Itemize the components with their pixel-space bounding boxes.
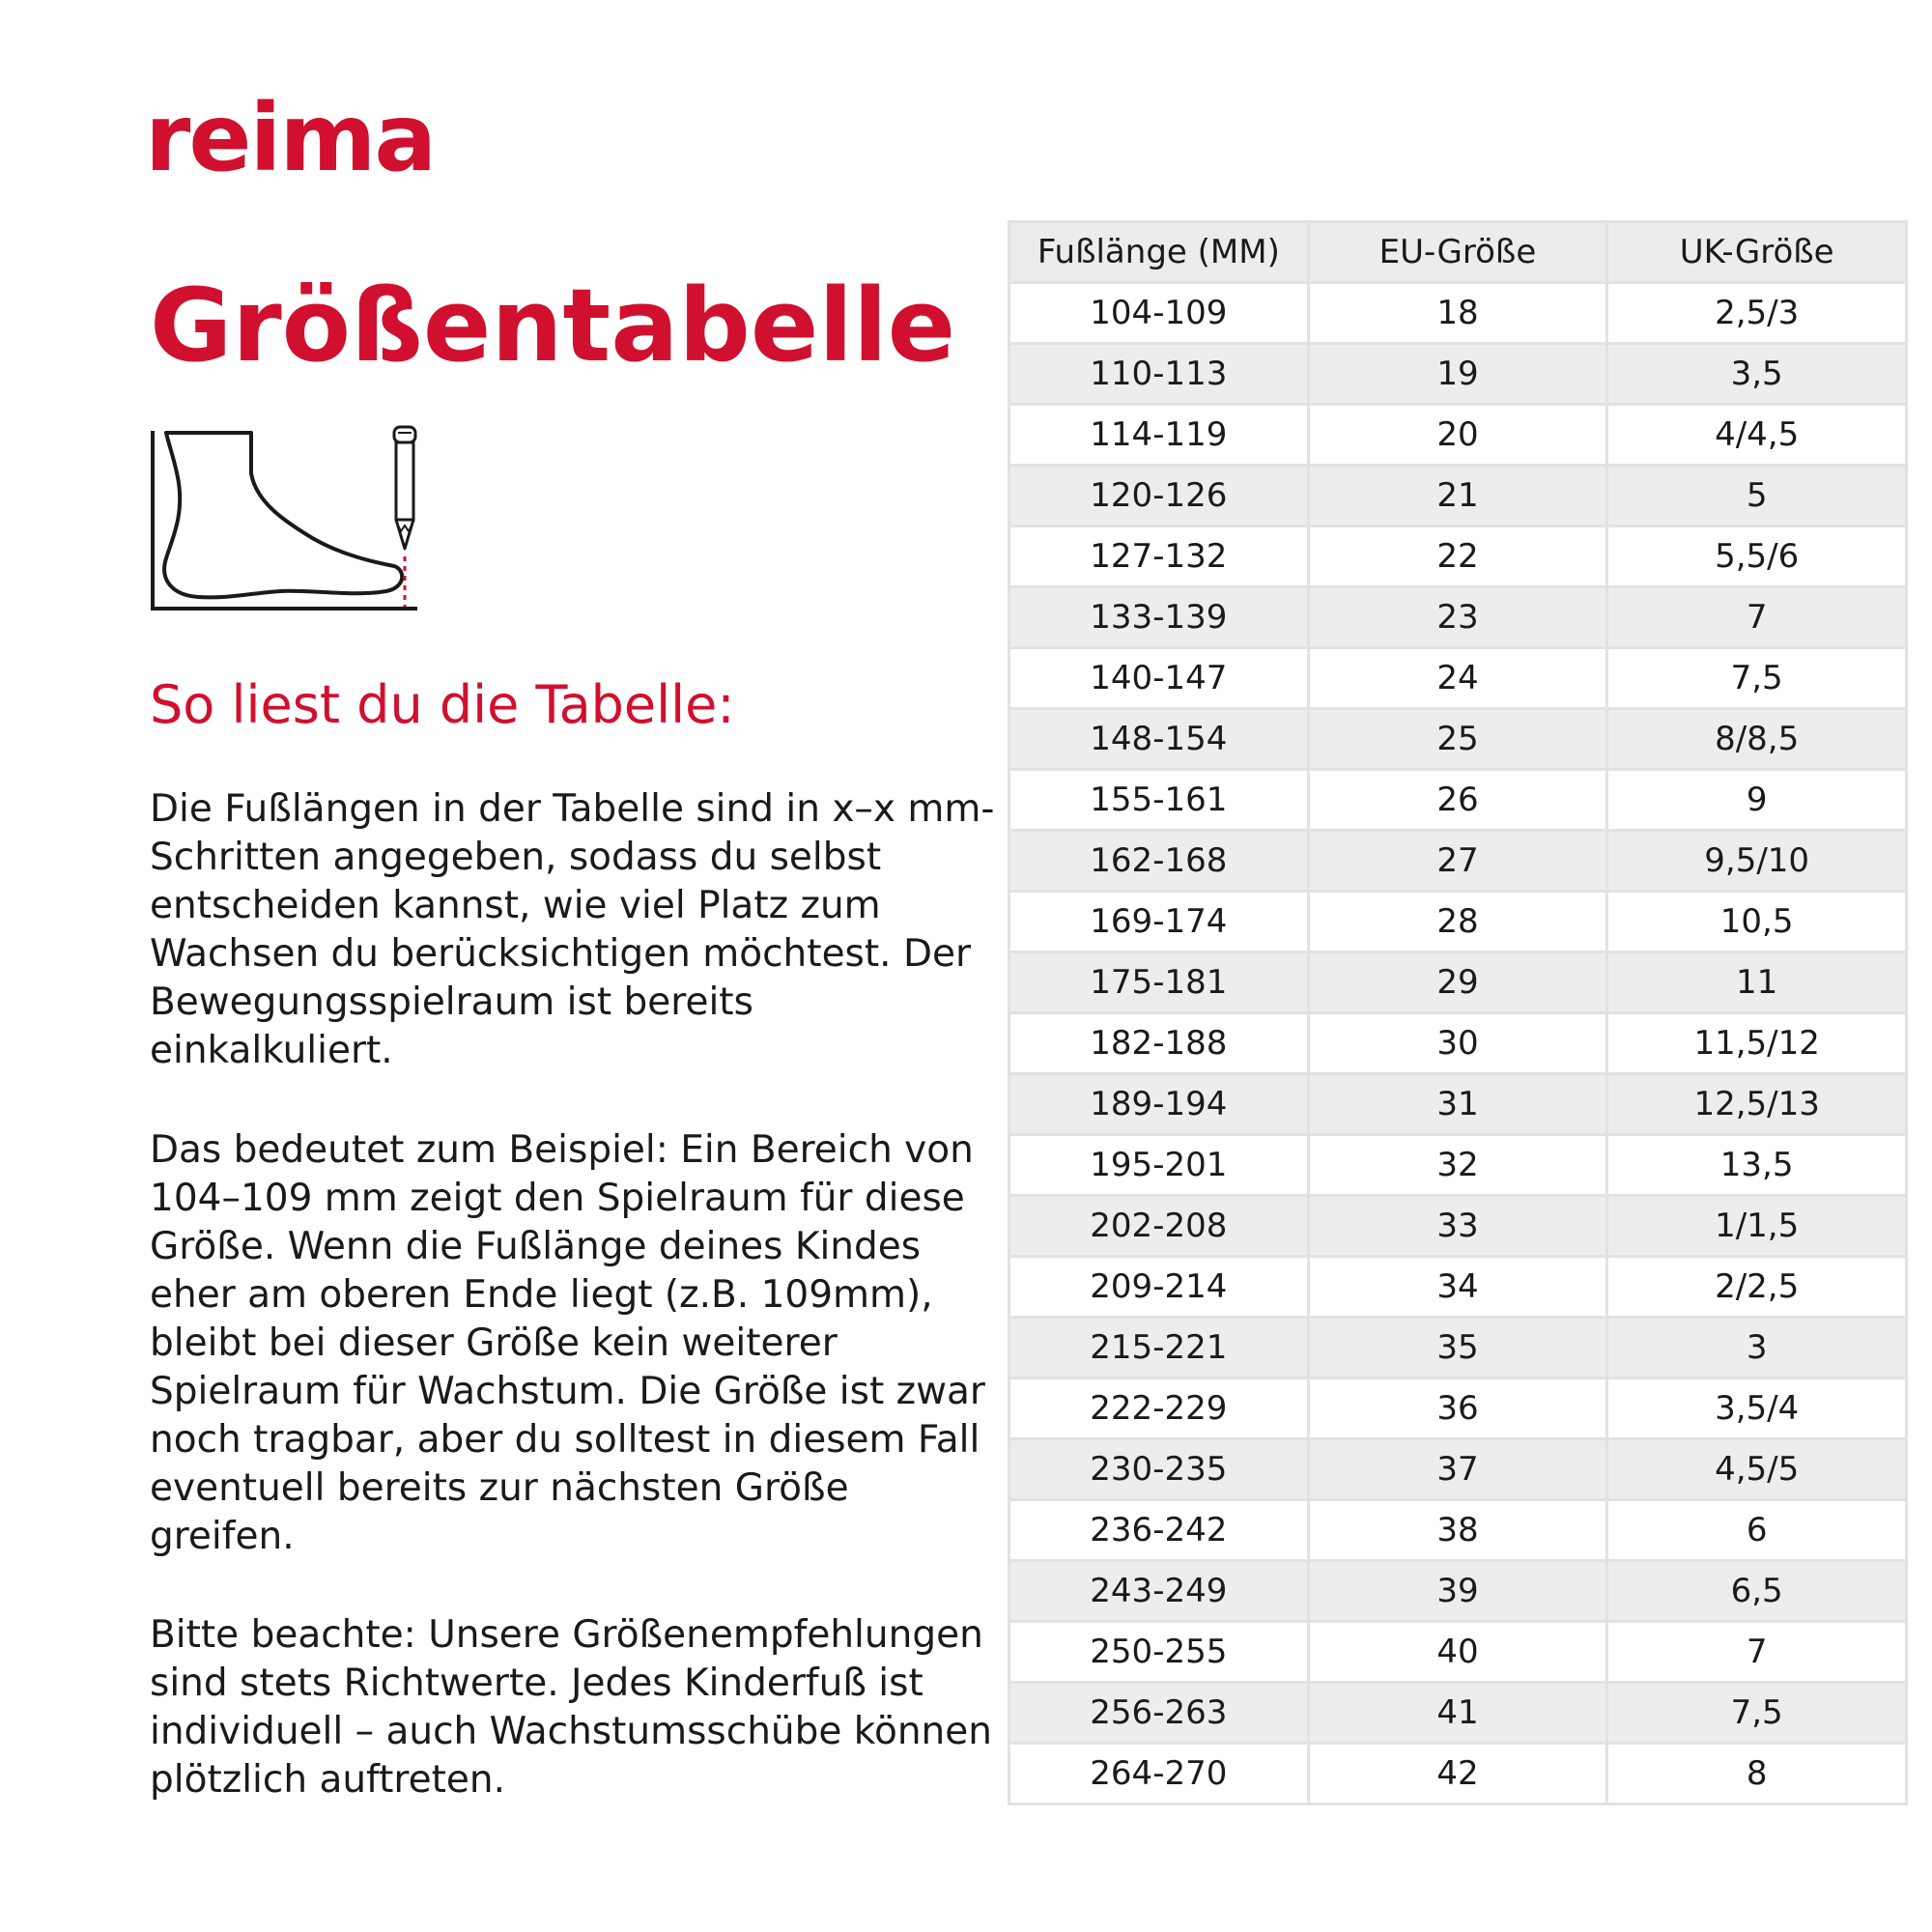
cell-eu-size: 29 — [1308, 952, 1607, 1013]
cell-eu-size: 19 — [1308, 344, 1607, 405]
table-row — [1009, 1257, 1907, 1318]
cell-eu-size: 37 — [1308, 1439, 1607, 1500]
cell-foot-length: 175-181 — [1009, 952, 1309, 1013]
cell-uk-size: 8 — [1607, 1744, 1907, 1804]
cell-uk-size: 5,5/6 — [1607, 526, 1907, 587]
cell-uk-size: 2,5/3 — [1607, 283, 1907, 344]
foot-measure-icon — [145, 425, 435, 618]
cell-eu-size: 40 — [1308, 1622, 1607, 1683]
cell-foot-length: 133-139 — [1009, 587, 1309, 648]
table-row — [1009, 526, 1907, 587]
table-row — [1009, 1439, 1907, 1500]
cell-uk-size: 4,5/5 — [1607, 1439, 1907, 1500]
table-row — [1009, 1500, 1907, 1561]
table-row — [1009, 892, 1907, 952]
cell-uk-size: 6,5 — [1607, 1561, 1907, 1622]
pencil-icon — [394, 427, 415, 549]
cell-foot-length: 250-255 — [1009, 1622, 1309, 1683]
table-row — [1009, 1378, 1907, 1439]
cell-eu-size: 20 — [1308, 405, 1607, 466]
cell-eu-size: 25 — [1308, 709, 1607, 770]
cell-eu-size: 18 — [1308, 283, 1607, 344]
cell-eu-size: 36 — [1308, 1378, 1607, 1439]
cell-foot-length: 169-174 — [1009, 892, 1309, 952]
table-row — [1009, 1013, 1907, 1074]
table-row — [1009, 1074, 1907, 1135]
cell-uk-size: 7 — [1607, 587, 1907, 648]
table-row — [1009, 648, 1907, 709]
cell-eu-size: 31 — [1308, 1074, 1607, 1135]
cell-uk-size: 7,5 — [1607, 648, 1907, 709]
table-row — [1009, 466, 1907, 526]
cell-uk-size: 3 — [1607, 1318, 1907, 1378]
cell-uk-size: 10,5 — [1607, 892, 1907, 952]
cell-foot-length: 155-161 — [1009, 770, 1309, 831]
cell-foot-length: 209-214 — [1009, 1257, 1309, 1318]
cell-uk-size: 7 — [1607, 1622, 1907, 1683]
cell-foot-length: 148-154 — [1009, 709, 1309, 770]
cell-eu-size: 41 — [1308, 1683, 1607, 1744]
table-row — [1009, 831, 1907, 892]
cell-uk-size: 11,5/12 — [1607, 1013, 1907, 1074]
table-row — [1009, 344, 1907, 405]
table-row — [1009, 1683, 1907, 1744]
cell-foot-length: 162-168 — [1009, 831, 1309, 892]
cell-foot-length: 222-229 — [1009, 1378, 1309, 1439]
cell-uk-size: 9,5/10 — [1607, 831, 1907, 892]
page-title: Größentabelle — [150, 267, 956, 384]
cell-uk-size: 8/8,5 — [1607, 709, 1907, 770]
cell-eu-size: 30 — [1308, 1013, 1607, 1074]
cell-foot-length: 195-201 — [1009, 1135, 1309, 1196]
cell-foot-length: 215-221 — [1009, 1318, 1309, 1378]
cell-foot-length: 127-132 — [1009, 526, 1309, 587]
cell-uk-size: 12,5/13 — [1607, 1074, 1907, 1135]
table-row — [1009, 1744, 1907, 1804]
cell-eu-size: 39 — [1308, 1561, 1607, 1622]
table-row — [1009, 1561, 1907, 1622]
table-row — [1009, 587, 1907, 648]
cell-eu-size: 24 — [1308, 648, 1607, 709]
table-row — [1009, 1135, 1907, 1196]
table-row — [1009, 1318, 1907, 1378]
cell-foot-length: 140-147 — [1009, 648, 1309, 709]
cell-foot-length: 104-109 — [1009, 283, 1309, 344]
instruction-paragraph-3: Bitte beachte: Unsere Größenempfehlungen sind stets Richtwerte. Jedes Kinderfuß ist individuell – auch Wachstumsschübe können plötzlich auftreten. — [150, 1613, 992, 1802]
cell-foot-length: 114-119 — [1009, 405, 1309, 466]
cell-uk-size: 11 — [1607, 952, 1907, 1013]
section-subtitle: So liest du die Tabelle: — [150, 674, 735, 735]
cell-eu-size: 42 — [1308, 1744, 1607, 1804]
cell-uk-size: 3,5 — [1607, 344, 1907, 405]
cell-uk-size: 3,5/4 — [1607, 1378, 1907, 1439]
table-row — [1009, 283, 1907, 344]
cell-eu-size: 38 — [1308, 1500, 1607, 1561]
cell-foot-length: 189-194 — [1009, 1074, 1309, 1135]
cell-eu-size: 23 — [1308, 587, 1607, 648]
cell-uk-size: 2/2,5 — [1607, 1257, 1907, 1318]
cell-uk-size: 1/1,5 — [1607, 1196, 1907, 1257]
cell-eu-size: 32 — [1308, 1135, 1607, 1196]
cell-eu-size: 27 — [1308, 831, 1607, 892]
cell-uk-size: 6 — [1607, 1500, 1907, 1561]
cell-foot-length: 264-270 — [1009, 1744, 1309, 1804]
size-table — [1008, 220, 1908, 1805]
header-uk-size: UK-Größe — [1607, 222, 1907, 283]
size-table-body — [1009, 283, 1907, 1804]
table-row — [1009, 405, 1907, 466]
cell-foot-length: 182-188 — [1009, 1013, 1309, 1074]
cell-eu-size: 34 — [1308, 1257, 1607, 1318]
cell-uk-size: 7,5 — [1607, 1683, 1907, 1744]
cell-eu-size: 28 — [1308, 892, 1607, 952]
table-row — [1009, 709, 1907, 770]
cell-eu-size: 22 — [1308, 526, 1607, 587]
cell-eu-size: 21 — [1308, 466, 1607, 526]
table-row — [1009, 770, 1907, 831]
cell-eu-size: 26 — [1308, 770, 1607, 831]
cell-foot-length: 202-208 — [1009, 1196, 1309, 1257]
cell-foot-length: 120-126 — [1009, 466, 1309, 526]
cell-uk-size: 4/4,5 — [1607, 405, 1907, 466]
instruction-paragraph-1: Die Fußlängen in der Tabelle sind in x–x mm-Schritten angegeben, sodass du selbst entscheiden kannst, wie viel Platz zum Wachsen du berücksichtigen möchtest. Der Bewegungsspielraum ist bereits einkalkuliert. — [150, 787, 995, 1072]
cell-eu-size: 35 — [1308, 1318, 1607, 1378]
cell-eu-size: 33 — [1308, 1196, 1607, 1257]
cell-uk-size: 5 — [1607, 466, 1907, 526]
header-eu-size: EU-Größe — [1308, 222, 1607, 283]
cell-uk-size: 13,5 — [1607, 1135, 1907, 1196]
cell-foot-length: 243-249 — [1009, 1561, 1309, 1622]
brand-logo: reima — [145, 84, 436, 192]
cell-foot-length: 236-242 — [1009, 1500, 1309, 1561]
instruction-paragraph-2: Das bedeutet zum Beispiel: Ein Bereich von 104–109 mm zeigt den Spielraum für diese Größe. Wenn die Fußlänge deines Kindes eher am oberen Ende liegt (z.B. 109mm), bleibt bei dieser Größe kein weiterer Spielraum für Wachstum. Die Größe ist zwar noch tragbar, aber du solltest in diesem Fall eventuell bereits zur nächsten Größe greifen. — [150, 1128, 985, 1558]
cell-foot-length: 230-235 — [1009, 1439, 1309, 1500]
table-header-row — [1009, 222, 1907, 283]
cell-uk-size: 9 — [1607, 770, 1907, 831]
table-row — [1009, 1196, 1907, 1257]
cell-foot-length: 256-263 — [1009, 1683, 1309, 1744]
header-foot-length: Fußlänge (MM) — [1009, 222, 1309, 283]
table-row — [1009, 1622, 1907, 1683]
table-row — [1009, 952, 1907, 1013]
cell-foot-length: 110-113 — [1009, 344, 1309, 405]
